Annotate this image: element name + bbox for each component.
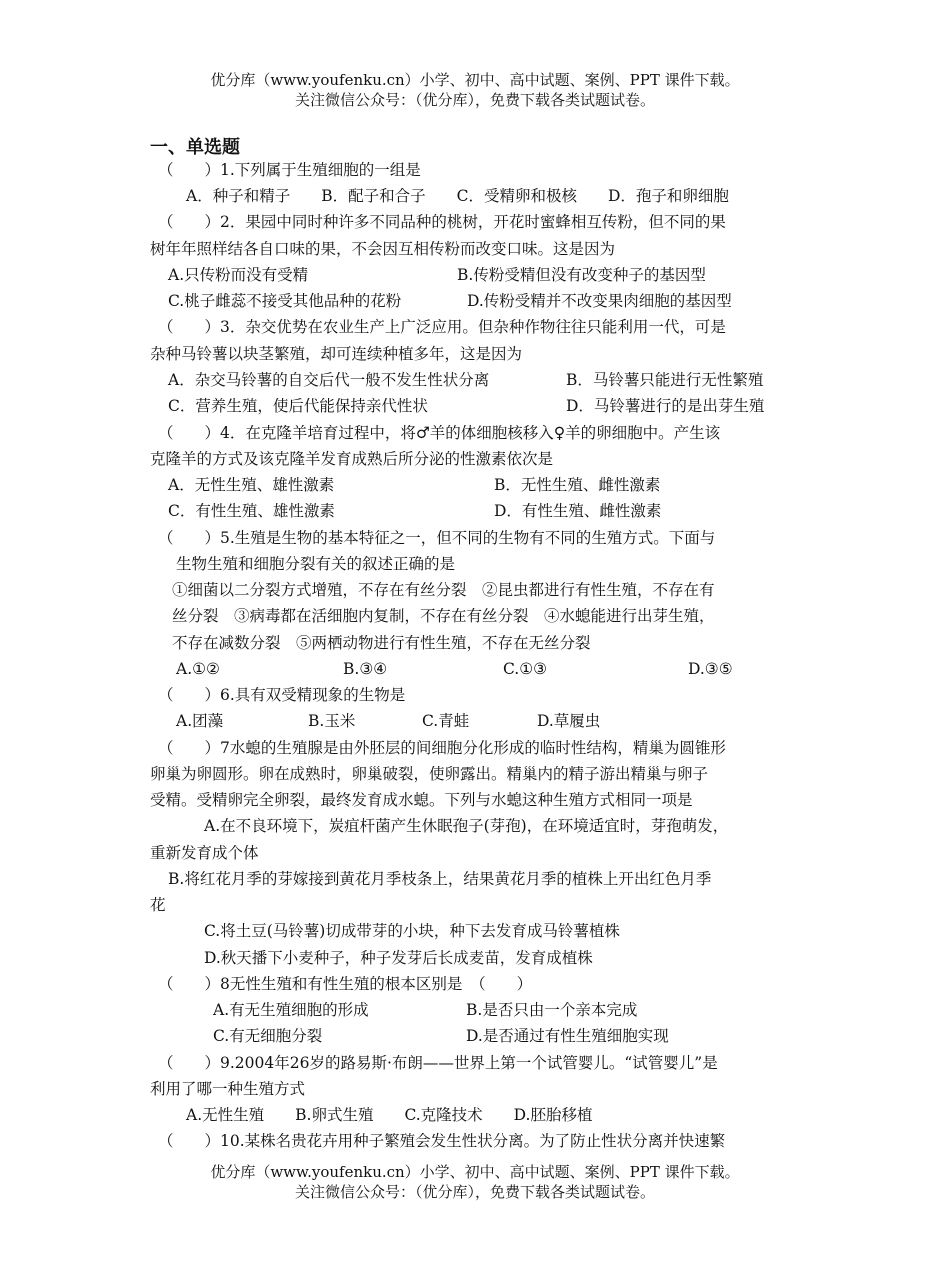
- text-line: （ ）8无性生殖和有性生殖的根本区别是 （ ）: [158, 975, 533, 993]
- text-line: C．有性生殖、雄性激素: [168, 502, 335, 520]
- text-line: A．无性生殖、雄性激素: [168, 476, 335, 494]
- footer-line-1: 优分库（www.youfenku.cn）小学、初中、高中试题、案例、PPT 课件下载。: [210, 1163, 740, 1181]
- text-line: 树年年照样结各自口味的果，不会因互相传粉而改变口味。这是因为: [150, 240, 616, 258]
- text-line: 花: [150, 896, 166, 914]
- text-line: （ ）9.2004年26岁的路易斯·布朗——世界上第一个试管婴儿。“试管婴儿”是: [158, 1054, 718, 1072]
- text-line: A.团藻: [176, 712, 224, 730]
- text-line: A.在不良环境下，炭疽杆菌产生休眠孢子(芽孢)，在环境适宜时，芽孢萌发，: [204, 817, 729, 835]
- text-line: C．营养生殖，使后代能保持亲代性状: [168, 397, 428, 415]
- text-line: （ ）10.某株名贵花卉用种子繁殖会发生性状分离。为了防止性状分离并快速繁: [158, 1132, 726, 1150]
- header-line-1: 优分库（www.youfenku.cn）小学、初中、高中试题、案例、PPT 课件下载。: [210, 71, 740, 89]
- text-line: C.青蛙: [422, 712, 470, 730]
- text-line: 丝分裂 ③病毒都在活细胞内复制，不存在有丝分裂 ④水螅能进行出芽生殖，: [172, 607, 715, 625]
- text-line: （ ）4．在克隆羊培育过程中，将♂羊的体细胞核移入♀羊的卵细胞中。产生该: [158, 424, 721, 442]
- section-title: 一、单选题: [150, 137, 240, 158]
- text-line: A．种子和精子 B．配子和合子 C．受精卵和极核 D．孢子和卵细胞: [186, 187, 729, 205]
- text-line: 受精。受精卵完全卵裂，最终发育成水螅。下列与水螅这种生殖方式相同一项是: [150, 791, 693, 809]
- text-line: C.将土豆(马铃薯)切成带芽的小块，种下去发育成马铃薯植株: [204, 922, 620, 940]
- text-line: D.③⑤: [688, 660, 733, 678]
- text-line: A.无性生殖 B.卵式生殖 C.克隆技术 D.胚胎移植: [186, 1106, 593, 1124]
- page-header: [0, 70, 950, 110]
- text-line: 重新发育成个体: [150, 844, 259, 862]
- text-line: （ ）7水螅的生殖腺是由外胚层的间细胞分化形成的临时性结构，精巢为圆锥形: [158, 739, 726, 757]
- text-line: B.玉米: [308, 712, 356, 730]
- text-line: ①细菌以二分裂方式增殖，不存在有丝分裂 ②昆虫都进行有性生殖，不存在有: [172, 581, 715, 599]
- text-line: A.有无生殖细胞的形成: [213, 1001, 369, 1019]
- text-line: B.将红花月季的芽嫁接到黄花月季枝条上，结果黄花月季的植株上开出红色月季: [168, 870, 712, 888]
- header-line-2: 关注微信公众号：（优分库），免费下载各类试题试卷。: [294, 91, 655, 109]
- text-line: A．杂交马铃薯的自交后代一般不发生性状分离: [168, 371, 490, 389]
- text-line: C.①③: [503, 660, 548, 678]
- text-line: 卵巢为卵圆形。卵在成熟时，卵巢破裂，使卵露出。精巢内的精子游出精巢与卵子: [150, 765, 709, 783]
- text-line: （ ）2．果园中同时种许多不同品种的桃树，开花时蜜蜂相互传粉，但不同的果: [158, 213, 726, 231]
- text-line: B．马铃薯只能进行无性繁殖: [566, 371, 764, 389]
- footer-line-2: 关注微信公众号：（优分库），免费下载各类试题试卷。: [294, 1183, 655, 1201]
- text-line: 利用了哪一种生殖方式: [150, 1080, 306, 1098]
- text-line: B．无性生殖、雌性激素: [494, 476, 661, 494]
- text-line: （ ）5.生殖是生物的基本特征之一，但不同的生物有不同的生殖方式。下面与: [158, 529, 716, 547]
- text-line: D．马铃薯进行的是出芽生殖: [566, 397, 765, 415]
- text-line: D.秋天播下小麦种子，种子发芽后长成麦苗，发育成植株: [204, 949, 593, 967]
- text-line: （ ）3．杂交优势在农业生产上广泛应用。但杂种作物往往只能利用一代，可是: [158, 318, 726, 336]
- text-line: D．有性生殖、雌性激素: [494, 502, 662, 520]
- text-line: B.③④: [343, 660, 388, 678]
- text-line: A.只传粉而没有受精: [168, 266, 309, 284]
- text-line: C.有无细胞分裂: [213, 1027, 323, 1045]
- text-line: （ ）1.下列属于生殖细胞的一组是: [158, 161, 421, 179]
- text-line: C.桃子雌蕊不接受其他品种的花粉: [168, 292, 402, 310]
- text-line: （ ）6.具有双受精现象的生物是: [158, 686, 406, 704]
- text-line: 克隆羊的方式及该克隆羊发育成熟后所分泌的性激素依次是: [150, 450, 554, 468]
- text-line: D.是否通过有性生殖细胞实现: [466, 1027, 669, 1045]
- text-line: A.①②: [176, 660, 220, 678]
- page-footer: [0, 1162, 950, 1202]
- text-line: 杂种马铃薯以块茎繁殖，却可连续种植多年，这是因为: [150, 345, 523, 363]
- text-line: B.传粉受精但没有改变种子的基因型: [457, 266, 706, 284]
- text-line: B.是否只由一个亲本完成: [466, 1001, 638, 1019]
- text-line: D.草履虫: [537, 712, 601, 730]
- text-line: 不存在减数分裂 ⑤两栖动物进行有性生殖，不存在无丝分裂: [172, 634, 591, 652]
- text-line: D.传粉受精并不改变果肉细胞的基因型: [467, 292, 732, 310]
- text-line: 生物生殖和细胞分裂有关的叙述正确的是: [176, 555, 456, 573]
